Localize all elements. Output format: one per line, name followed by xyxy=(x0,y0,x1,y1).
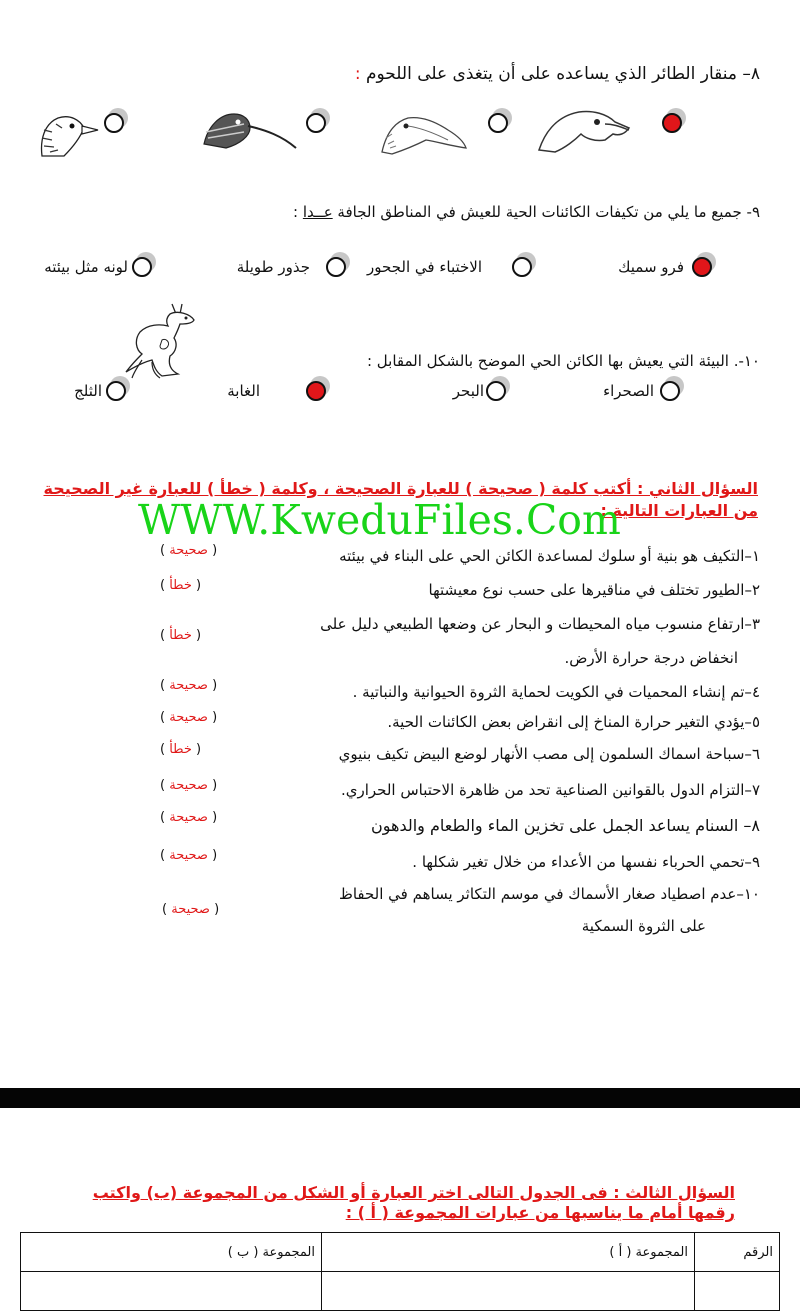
table-cell xyxy=(322,1272,695,1311)
sparrow-beak-image xyxy=(36,108,100,158)
statement-6: ٦–سباحة اسماك السلمون إلى مصب الأنهار لوضع البيض تكيف بنيوي xyxy=(338,745,760,763)
answer-3[interactable] xyxy=(160,628,201,643)
q9-option-1-radio[interactable] xyxy=(692,252,716,278)
q8-option-sparrow-radio[interactable] xyxy=(104,108,128,134)
answer-8-bracket-close: ) xyxy=(207,810,218,825)
answer-1-bracket: ( xyxy=(160,543,170,558)
q9-option-2-radio[interactable] xyxy=(512,252,536,278)
statement-2: ٢–الطيور تختلف في مناقيرها على حسب نوع معيشتها xyxy=(428,581,760,599)
answer-2-value: خطأ xyxy=(169,578,192,593)
statement-10-line-2: على الثروة السمكية xyxy=(581,917,706,935)
answer-5-bracket: ( xyxy=(160,710,170,725)
table-cell xyxy=(21,1272,322,1311)
answer-2-bracket: ( xyxy=(160,578,170,593)
q10-option-1-radio[interactable] xyxy=(660,376,684,402)
q9-option-4-radio[interactable] xyxy=(132,252,156,278)
answer-8-value: صحيحة xyxy=(169,810,208,825)
answer-9-bracket: ( xyxy=(160,848,170,863)
answer-2-bracket-close: ) xyxy=(191,578,202,593)
answer-10-bracket: ( xyxy=(162,902,172,917)
answer-1-bracket-close: ) xyxy=(207,543,218,558)
answer-8[interactable] xyxy=(160,810,217,825)
answer-9-value: صحيحة xyxy=(169,848,208,863)
question-8 xyxy=(355,64,760,84)
curlew-beak-image xyxy=(200,104,300,152)
answer-7-bracket: ( xyxy=(160,778,170,793)
answer-6-bracket-close: ) xyxy=(191,742,202,757)
answer-6[interactable] xyxy=(160,742,201,757)
statement-7: ٧–التزام الدول بالقوانين الصناعية تحد من ظاهرة الاحتباس الحراري. xyxy=(340,781,760,799)
answer-5-bracket-close: ) xyxy=(207,710,218,725)
q10-option-4-label: الثلج xyxy=(74,382,102,400)
answer-6-value: خطأ xyxy=(169,742,192,757)
statement-8: ٨– السنام يساعد الجمل على تخزين الماء والطعام والدهون xyxy=(370,816,760,835)
table-row xyxy=(21,1272,780,1311)
eagle-beak-image xyxy=(535,104,631,154)
table-cell[interactable] xyxy=(695,1272,780,1311)
q8-option-eagle-radio[interactable] xyxy=(662,108,686,134)
answer-6-bracket: ( xyxy=(160,742,170,757)
page-separator xyxy=(0,1088,800,1108)
statement-9: ٩–تحمي الحرباء نفسها من الأعداء من خلال تغير شكلها . xyxy=(412,853,760,871)
q9-option-3-radio[interactable] xyxy=(326,252,350,278)
pelican-beak-image xyxy=(378,108,470,156)
q8-option-pelican-radio[interactable] xyxy=(488,108,512,134)
answer-7-bracket-close: ) xyxy=(207,778,218,793)
table-header-row xyxy=(21,1233,780,1272)
answer-10-bracket-close: ) xyxy=(209,902,220,917)
section-3-title: السؤال الثالث : فى الجدول التالى اختر العبارة أو الشكل من المجموعة (ب) واكتب رقمها أمام ما يناسبها من عبارات المجموعة ( أ ) : xyxy=(92,1183,735,1222)
question-9 xyxy=(293,203,760,221)
answer-3-value: خطأ xyxy=(169,628,192,643)
q10-option-3-label: الغابة xyxy=(227,382,260,400)
q10-option-2-label: البحر xyxy=(452,382,484,400)
watermark: WWW.KweduFiles.Com xyxy=(138,496,621,544)
answer-3-bracket: ( xyxy=(160,628,170,643)
answer-9[interactable] xyxy=(160,848,217,863)
q10-option-3-radio[interactable] xyxy=(306,376,330,402)
statement-10: ١٠–عدم اصطياد صغار الأسماك في موسم التكاثر يساهم في الحفاظ xyxy=(338,885,760,903)
question-9-text: ٩- جميع ما يلي من تكيفات الكائنات الحية للعيش في المناطق الجافة xyxy=(332,203,760,221)
answer-9-bracket-close: ) xyxy=(207,848,218,863)
q9-option-1-label: فرو سميك xyxy=(618,258,684,276)
section-2-title: السؤال الثاني : أكتب كلمة ( صحيحة ) للعبارة الصحيحة ، وكلمة ( خطأ ) للعبارة غير الصحيحة من العبارات التالية : xyxy=(43,479,758,520)
answer-5[interactable] xyxy=(160,710,217,725)
question-9-colon: : xyxy=(293,203,303,221)
answer-4[interactable] xyxy=(160,678,217,693)
answer-4-bracket: ( xyxy=(160,678,170,693)
q10-option-1-label: الصحراء xyxy=(603,382,654,400)
question-9-except: عــدا xyxy=(302,203,333,221)
question-10-text: ١٠-. البيئة التي يعيش بها الكائن الحي الموضح بالشكل المقابل : xyxy=(366,352,760,370)
statement-3: ٣–ارتفاع منسوب مياه المحيطات و البحار عن وضعها الطبيعي دليل على xyxy=(320,615,760,633)
q9-option-4-label: لونه مثل بيئته xyxy=(44,258,128,276)
answer-8-bracket: ( xyxy=(160,810,170,825)
statement-1: ١–التكيف هو بنية أو سلوك لمساعدة الكائن الحي على البناء في بيئته xyxy=(339,547,760,565)
kangaroo-image xyxy=(112,300,200,380)
header-group-b: المجموعة ( ب ) xyxy=(21,1233,322,1272)
answer-3-bracket-close: ) xyxy=(191,628,202,643)
answer-10[interactable] xyxy=(162,902,219,917)
question-8-text: ٨– منقار الطائر الذي يساعده على أن يتغذى على اللحوم xyxy=(365,64,760,84)
statement-3-line-2: انخفاض درجة حرارة الأرض. xyxy=(564,649,738,667)
statement-5: ٥–يؤدي التغير حرارة المناخ إلى انقراض بعض الكائنات الحية. xyxy=(387,713,760,731)
answer-4-value: صحيحة xyxy=(169,678,208,693)
answer-7-value: صحيحة xyxy=(169,778,208,793)
answer-1-value: صحيحة xyxy=(169,543,208,558)
q10-option-4-radio[interactable] xyxy=(106,376,130,402)
statement-4: ٤–تم إنشاء المحميات في الكويت لحماية الثروة الحيوانية والنباتية . xyxy=(352,683,760,701)
matching-table xyxy=(20,1232,780,1311)
q9-option-2-label: الاختباء في الجحور xyxy=(367,258,482,276)
question-8-colon: : xyxy=(354,64,361,84)
header-group-a: المجموعة ( أ ) xyxy=(322,1233,695,1272)
answer-2[interactable] xyxy=(160,578,201,593)
answer-4-bracket-close: ) xyxy=(207,678,218,693)
answer-1[interactable] xyxy=(160,543,217,558)
q10-option-2-radio[interactable] xyxy=(486,376,510,402)
answer-7[interactable] xyxy=(160,778,217,793)
q9-option-3-label: جذور طويلة xyxy=(236,258,310,276)
q8-option-curlew-radio[interactable] xyxy=(306,108,330,134)
header-number: الرقم xyxy=(695,1233,780,1272)
answer-5-value: صحيحة xyxy=(169,710,208,725)
answer-10-value: صحيحة xyxy=(171,902,210,917)
